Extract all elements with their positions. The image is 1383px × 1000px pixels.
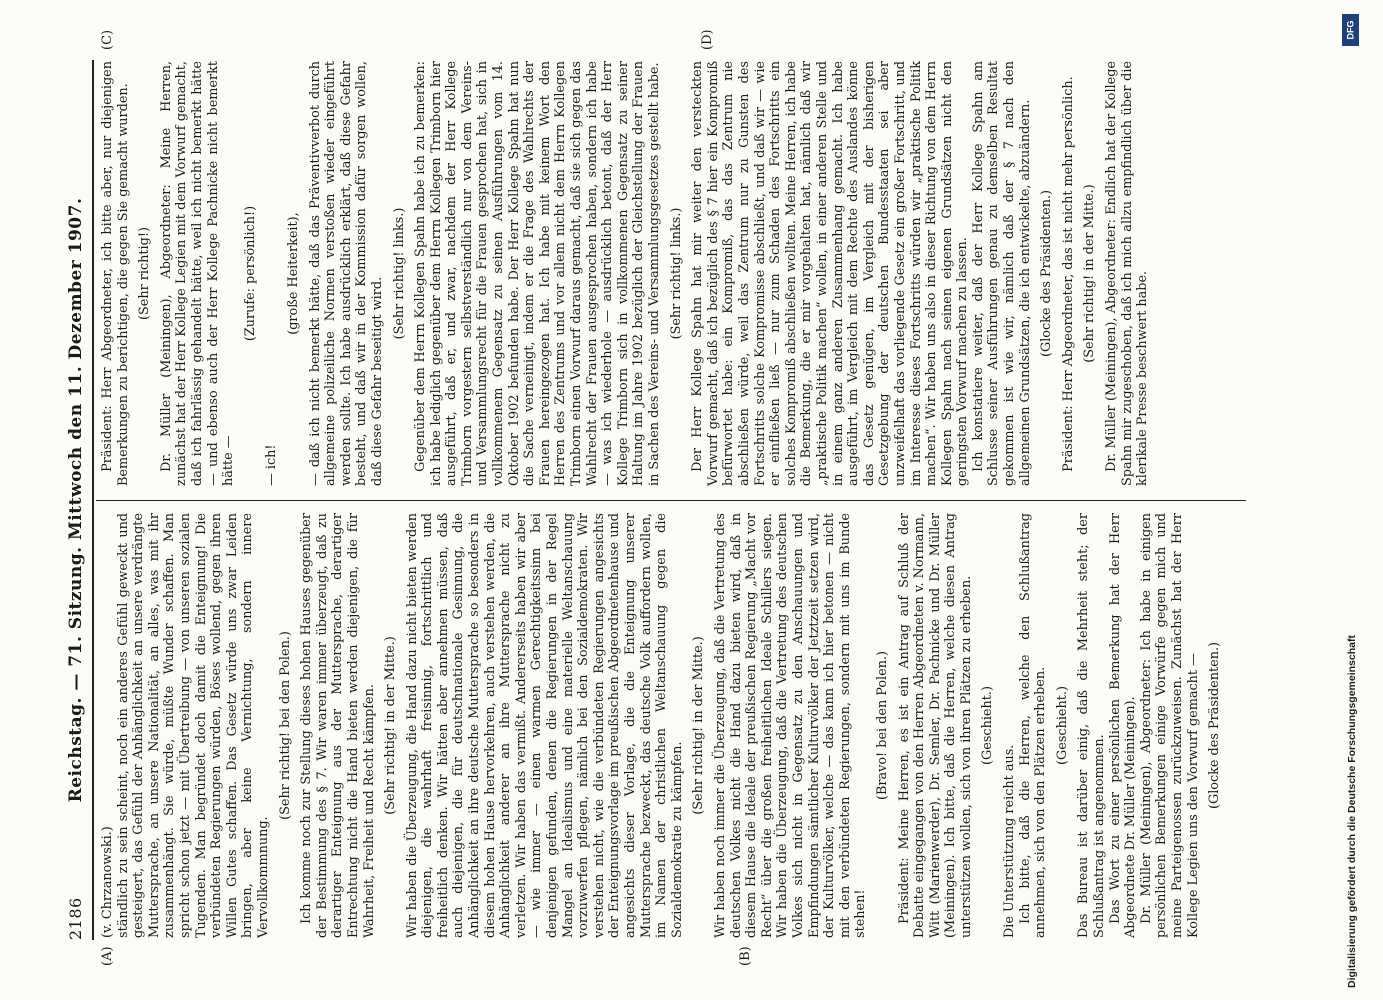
- paragraph: Präsident: Meine Herren, es ist ein Antrag auf Schluß der Debatte eingegangen von den Herren Abgeordneten v. Normann, Witt (Marienwerder), Dr. Semler, Dr. Pachnicke und Dr. Müller (Meiningen). Ich bitte, daß die Herren, welche diesen Antrag unterstützen wollen, sich von ihren Plätzen zu erheben.: [896, 513, 974, 938]
- margin-mark-b: (B): [738, 946, 753, 966]
- page-header: [62, 60, 90, 940]
- paragraph: (Sehr richtig! links.): [668, 207, 684, 340]
- paragraph: Wir haben noch immer die Überzeugung, daß die Vertretung des deutschen Volkes nicht die Hand dazu bieten wird, daß in diesem Hause die Ideale der preußischen Regierung „Macht vor Recht“ über die großen freiheitlichen Ideale Schillers siegen. Wir haben die Überzeugung, daß die Vertretung des deutschen Volkes sich nicht in Gegensatz zu den Anschauungen und Empfindungen sämtlicher Kulturvölker der Jetztzeit setzen wird, der Kulturvölker, welche — das kann ich hier betonen — nicht mit den verbündeten Regierungen, sondern mit uns im Bunde stehen!: [712, 513, 869, 938]
- paragraph: Dr. Müller (Meiningen), Abgeordneter: Meine Herren, zunächst hat der Herr Kollege Legien mit dem Vorwurf gemacht, daß ich fahrlässig gehandelt hätte, weil ich nicht bemerkt hätte — und ebenso auch der Herr Kollege Pachnicke nicht bemerkt hätte —: [158, 61, 237, 486]
- dfg-sidebar: [1340, 8, 1370, 988]
- paragraph: Präsident: Herr Abgeordneter, ich bitte aber, nur diejenigen Bemerkungen zu berichtigen, die gegen Sie gemacht wurden.: [100, 61, 131, 486]
- paragraph: Dr. Müller (Meiningen), Abgeordneter: Ich habe in einigen persönlichen Bemerkungen einige Vorwürfe gegen mich und meine Parteigenossen zurückzuweisen. Zunächst hat der Herr Kollege Legien uns den Vorwurf gemacht —: [1138, 513, 1201, 938]
- paragraph: Ich komme noch zur Stellung dieses hohen Hauses gegenüber der Bestimmung des § 7. Wir waren immer überzeugt, daß zu derartiger Enteignung aus der Muttersprache, derartiger Entrechtung nicht die Hand bieten werden diejenigen, die für Wahrheit, Freiheit und Recht kämpfen.: [299, 513, 377, 938]
- paragraph: (Bravo! bei den Polen.): [874, 650, 890, 801]
- paragraph: Ich konstatiere weiter, daß der Herr Kollege Spahn am Schlusse seiner Ausführungen genau zu demselben Resultat gekommen ist wie wir, nämlich daß der § 7 nach den allgemeinen Grundsätzen, die ich entwickelte, abzuändern.: [970, 61, 1033, 486]
- paragraph: Dr. Müller (Meiningen), Abgeordneter: Endlich hat der Kollege Spahn mir zugeschoben, daß ich mich allzu empfindlich über die klerikale Presse beschwert habe.: [1104, 61, 1151, 486]
- paragraph: Die Unterstützung reicht aus.: [1002, 744, 1018, 938]
- paragraph: ständlich zu sein scheint, noch ein anderes Gefühl geweckt und gesteigert, das Gefühl der Anhänglichkeit an unsere verdrängte Muttersprache, an unsere Nationalität, an alles, was mit ihr zusammenhängt. Sie würde, müßte Wunder schaffen. Man spricht schon jetzt — mit Übertreibung — von unseren sozialen Tugenden. Man begründet doch damit die Enteignung! Die verbündeten Regierungen würden, Böses wollend, gegen ihren Willen Gutes schaffen. Das Gesetz würde uns zwar Leiden bringen, aber keine Vernichtung, sondern innere Vervollkommnung.: [115, 513, 271, 938]
- paragraph: (Zurufe: persönlich!): [242, 205, 258, 342]
- page-number: 2186: [66, 897, 85, 940]
- margin-mark-a: (A): [100, 946, 115, 966]
- paragraph: (Sehr richtig! bei den Polen.): [277, 631, 293, 820]
- paragraph: Präsident: Herr Abgeordneter, das ist nicht mehr persönlich.: [1060, 76, 1076, 472]
- paragraph: (Sehr richtig! in der Mitte.): [383, 636, 399, 815]
- header-rule: [92, 60, 94, 940]
- paragraph: (Sehr richtig!): [137, 227, 153, 320]
- left-column: [100, 513, 1229, 938]
- paragraph: (Sehr richtig! in der Mitte.): [691, 636, 707, 815]
- paragraph: (große Heiterkeit),: [285, 212, 301, 335]
- paragraph: Ich bitte, daß die Herren, welche den Schlußantrag annehmen, sich von den Plätzen erheben.: [1017, 513, 1049, 938]
- dfg-funding-note: Digitalisierung gefördert durch die Deutsche Forschungsgemeinschaft: [1346, 635, 1358, 988]
- running-title: Reichstag. — 71. Sitzung. Mittwoch den 11. Dezember 1907.: [66, 197, 86, 803]
- paragraph: — daß ich nicht bemerkt hätte, daß das Präventivverbot durch allgemeine polizeiliche Normen verstoßen wieder eingeführt werden sollte. Ich habe ausdrücklich erklärt, daß diese Gefahr besteht, und daß wir in der Kommission dafür sorgen wollen, daß diese Gefahr beseitigt wird.: [307, 61, 385, 486]
- paragraph: — ich!: [264, 444, 280, 486]
- paragraph: Das Bureau ist darüber einig, daß die Mehrheit steht; der Schlußantrag ist angenommen.: [1076, 513, 1108, 938]
- dfg-logo: DFG: [1342, 14, 1359, 46]
- paragraph: (Geschieht.): [1054, 686, 1070, 765]
- margin-mark-c: (C): [100, 29, 115, 50]
- margin-mark-d: (D): [700, 29, 715, 50]
- paragraph: Der Herr Kollege Spahn hat mir weiter den versteckten Vorwurf gemacht, daß ich bezüglich des § 7 hier ein Kompromiß befürwortet habe: ein Kompromiß, das das Zentrum nie abschließen würde, weil das Zentrum nur zu Gunsten des Fortschritts solche Kompromisse abschließt, und daß wir — wie er einfließen ließ — nur zum Schaden des Fortschritts ein solches Kompromiß abschließen wollten. Meine Herren, ich habe die Bemerkung, die er mir vorgehalten hat, nämlich daß wir „praktische Politik machen“ wollen, in einer anderen Stelle und in einem ganz anderen Zusammenhang gemacht. Ich habe ausgeführt, im Vergleich mit dem Rechte des Auslandes könne das Gesetz genügen, im Vergleich mit der bisherigen Gesetzgebung der deutschen Bundesstaaten sei aber unzweifelhaft das vorliegende Gesetz ein großer Fortschritt, und im Interesse dieses Fortschritts würden wir „praktische Politik machen“. Wir haben uns also in dieser Richtung von dem Herrn Kollegen Spahn nach seinen eigenen Grundsätzen nicht den geringsten Vorwurf machen zu lassen.: [690, 61, 971, 486]
- paragraph: Das Wort zu einer persönlichen Bemerkung hat der Herr Abgeordnete Dr. Müller (Meiningen).: [1107, 513, 1139, 938]
- paragraph: (Sehr richtig! in der Mitte.): [1082, 184, 1098, 363]
- column-divider: [96, 500, 1246, 501]
- paragraph: Wir haben die Überzeugung, die Hand dazu nicht bieten werden diejenigen, die wahrhaft freisinnig, fortschrittlich und freiheitlich denken. Wir hätten aber annehmen müssen, daß auch diejenigen, die für deutschnationale Gesinnung, die Anhänglichkeit an ihre deutsche Muttersprache so besonders in diesem hohen Hause hervorkehren, auch verstehen werden, die Anhänglichkeit anderer an ihre Muttersprache nicht zu verletzen. Wir haben das vermißt. Andererseits haben wir aber — wie immer — einen warmen Gerechtigkeitssinn bei denjenigen gefunden, denen die Regierungen in der Regel Mangel an Idealismus und eine materielle Weltanschauung vorzuwerfen pflegen, nämlich bei den Sozialdemokraten. Wir verstehen nicht, wie die verbündeten Regierungen angesichts der Enteignungsvorlage im preußischen Abgeordnetenhause und angesichts dieser Vorlage, die die Enteignung unserer Muttersprache bezweckt, das deutsche Volk auffordern wollen, im Namen der christlichen Weltanschauung gegen die Sozialdemokratie zu kämpfen.: [404, 513, 685, 938]
- right-column: [100, 61, 1151, 486]
- paragraph: (Glocke des Präsidenten.): [1207, 642, 1223, 810]
- paragraph: (v. Chrzanowski.): [100, 826, 115, 938]
- paragraph: (Geschieht.): [980, 686, 996, 765]
- paragraph: (Glocke des Präsidenten.): [1039, 190, 1055, 358]
- paragraph: (Sehr richtig! links.): [391, 207, 407, 340]
- paragraph: Gegenüber dem Herrn Kollegen Spahn habe ich zu bemerken: ich habe lediglich gegenüber dem Herrn Kollegen Trimborn hier ausgeführt, daß er, und zwar, nachdem der Herr Kollege Trimborn vorgestern selbstverständlich nur von dem Vereins- und Versammlungsrecht für die Frauen gesprochen hat, sich in vollkommenem Gegensatz zu seinen Ausführungen vom 14. Oktober 1902 befunden habe. Der Herr Kollege Spahn hat nun die Sache verneinigt, indem er die Frage des Wahlrechts der Frauen hereingezogen hat. Ich habe mit keinem Wort den Herren des Zentrums und vor allem nicht dem Herrn Kollegen Trimborn einen Vorwurf daraus gemacht, daß sie sich gegen das Wahlrecht der Frauen ausgesprochen haben, sondern ich habe — was ich wiederhole — ausdrücklich betont, daß der Herr Kollege Trimborn sich in vollkommenen Gegensatz zu seiner Haltung im Jahre 1902 bezüglich der Gleichstellung der Frauen in Sachen des Vereins- und Versammlungsgesetzes gestellt habe.: [413, 61, 662, 486]
